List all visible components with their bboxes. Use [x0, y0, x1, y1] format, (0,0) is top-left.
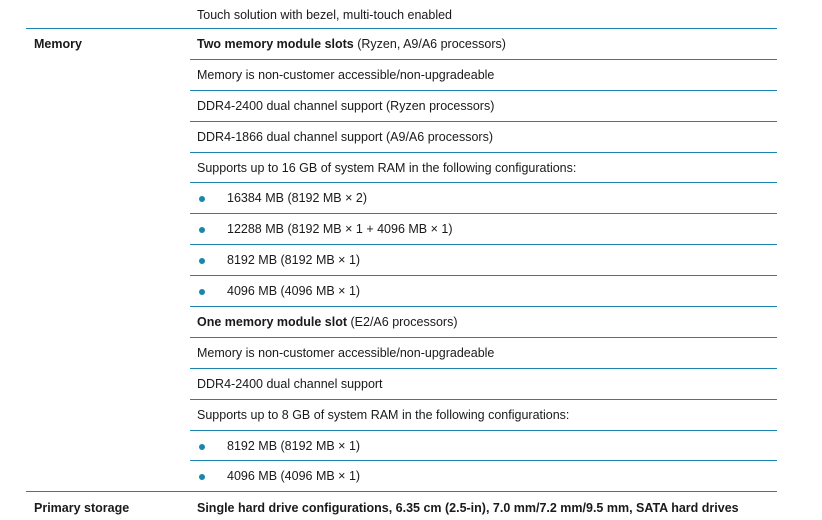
table-row [26, 183, 777, 214]
row-value-text: DDR4-2400 dual channel support [197, 376, 383, 391]
row-value-text: (Ryzen, A9/A6 processors) [353, 37, 506, 51]
bullet-icon [199, 474, 205, 480]
row-value [197, 130, 493, 144]
table-row [26, 400, 777, 431]
row-value-bold: Two memory module slots [197, 37, 354, 51]
bullet-icon [199, 444, 205, 450]
table-row [26, 29, 777, 60]
row-label: Primary storage [34, 501, 130, 515]
row-value [197, 346, 494, 360]
row-label: Memory [34, 37, 82, 51]
row-value [197, 99, 494, 113]
table-row [26, 338, 777, 369]
row-value [197, 501, 739, 515]
bullet-text: 8192 MB (8192 MB × 1) [227, 253, 361, 268]
row-value-text: DDR4-1866 dual channel support (A9/A6 processors) [197, 129, 493, 144]
bullet-text: 8192 MB (8192 MB × 1) [227, 438, 361, 453]
table-row [26, 0, 777, 29]
bullet-icon [199, 196, 205, 202]
table-row [26, 122, 777, 153]
row-value-text: (E2/A6 processors) [347, 315, 458, 330]
row-value-bold: Single hard drive configurations, 6.35 cm (2.5-in), 7.0 mm/7.2 mm/9.5 mm, SATA hard drives [197, 501, 739, 515]
bullet-text: 4096 MB (4096 MB × 1) [227, 469, 361, 484]
table-row [26, 307, 777, 338]
bullet-text: 16384 MB (8192 MB × 2) [227, 191, 368, 206]
row-value [197, 161, 576, 175]
bullet-text: 12288 MB (8192 MB × 1 + 4096 MB × 1) [227, 222, 453, 237]
row-value [197, 68, 494, 82]
table-row [26, 153, 777, 184]
row-value [197, 408, 569, 422]
table-row [26, 91, 777, 122]
row-value-text: Memory is non-customer accessible/non-upgradeable [197, 345, 495, 360]
table-row [26, 276, 777, 307]
row-value-text: Memory is non-customer accessible/non-upgradeable [197, 67, 495, 82]
row-value [197, 8, 452, 22]
table-row [26, 60, 777, 91]
row-value-text: DDR4-2400 dual channel support (Ryzen processors) [197, 98, 495, 113]
bullet-icon [199, 227, 205, 233]
row-value-text: Supports up to 8 GB of system RAM in the following configurations: [197, 407, 570, 422]
table-row [26, 369, 777, 400]
row-divider [26, 491, 777, 492]
row-value [197, 37, 506, 51]
spec-table [26, 0, 777, 492]
bullet-icon [199, 258, 205, 264]
table-row [26, 214, 777, 245]
row-value-text: Supports up to 16 GB of system RAM in the following configurations: [197, 160, 577, 175]
table-row [26, 461, 777, 492]
row-value-text: Touch solution with bezel, multi-touch enabled [197, 8, 453, 22]
bullet-text: 4096 MB (4096 MB × 1) [227, 284, 361, 299]
row-value-bold: One memory module slot [197, 315, 348, 330]
row-value [197, 315, 458, 329]
row-value [197, 377, 383, 391]
bullet-icon [199, 289, 205, 295]
table-row [26, 431, 777, 462]
table-row [26, 245, 777, 276]
table-row-primary-storage [26, 500, 777, 520]
